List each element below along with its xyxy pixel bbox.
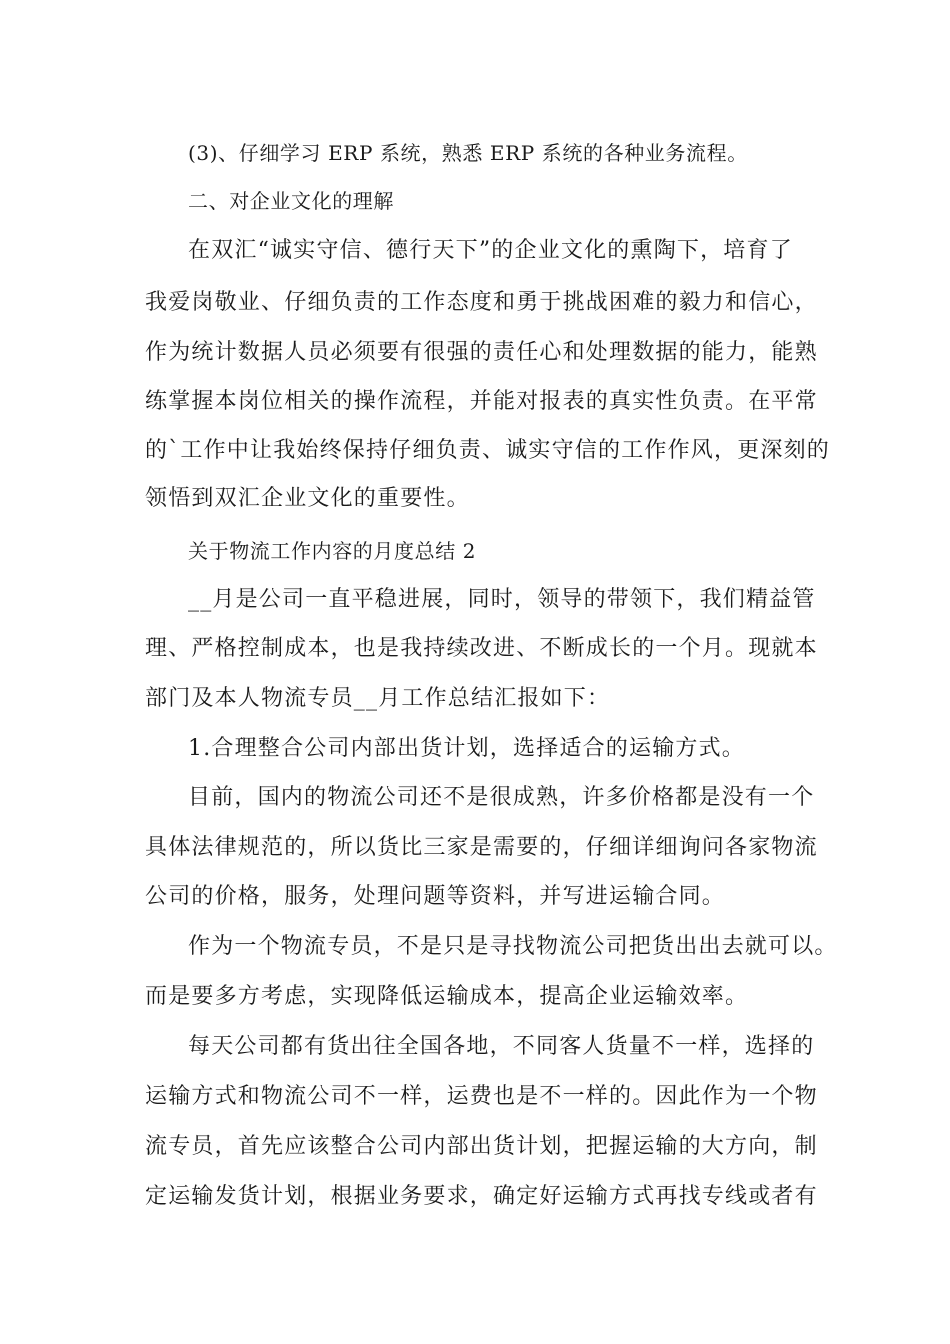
paragraph-line: 运输方式和物流公司不一样，运费也是不一样的。因此作为一个物 [145, 1084, 818, 1109]
paragraph-line: 定运输发货计划，根据业务要求，确定好运输方式再找专线或者有 [145, 1184, 818, 1209]
paragraph-line: 而是要多方考虑，实现降低运输成本，提高企业运输效率。 [145, 984, 749, 1009]
paragraph-line: 部门及本人物流专员__月工作总结汇报如下： [145, 686, 611, 711]
paragraph-line: 我爱岗敬业、仔细负责的工作态度和勇于挑战困难的毅力和信心， [145, 290, 818, 315]
paragraph-line: 作为统计数据人员必须要有很强的责任心和处理数据的能力，能熟 [145, 340, 818, 365]
paragraph-line: __月是公司一直平稳进展，同时，领导的带领下，我们精益管 [188, 587, 816, 612]
paragraph-line: 公司的价格，服务，处理问题等资料，并写进运输合同。 [145, 884, 726, 909]
paragraph-line: 具体法律规范的，所以货比三家是需要的，仔细详细询问各家物流 [145, 835, 818, 860]
paragraph-line: 每天公司都有货出往全国各地，不同客人货量不一样，选择的 [188, 1034, 815, 1059]
paragraph-line: 流专员，首先应该整合公司内部出货计划，把握运输的大方向，制 [145, 1134, 818, 1159]
paragraph-line: 理、严格控制成本，也是我持续改进、不断成长的一个月。现就本 [145, 636, 818, 661]
paragraph-line: 练掌握本岗位相关的操作流程，并能对报表的真实性负责。在平常 [145, 389, 818, 414]
paragraph-line: 领悟到双汇企业文化的重要性。 [145, 486, 470, 511]
paragraph-line: 在双汇“诚实守信、德行天下”的企业文化的熏陶下，培育了 [188, 238, 793, 263]
section-heading-summary: 关于物流工作内容的月度总结 2 [188, 539, 477, 563]
list-item-erp: (3)、仔细学习 ERP 系统，熟悉 ERP 系统的各种业务流程。 [188, 141, 748, 165]
paragraph-line: 作为一个物流专员，不是只是寻找物流公司把货出出去就可以。 [188, 934, 838, 959]
section-heading-culture: 二、对企业文化的理解 [188, 189, 394, 213]
paragraph-line: 的`工作中让我始终保持仔细负责、诚实守信的工作作风，更深刻的 [145, 438, 831, 463]
paragraph-line: 目前，国内的物流公司还不是很成熟，许多价格都是没有一个 [188, 785, 815, 810]
list-item-heading: 1.合理整合公司内部出货计划，选择适合的运输方式。 [188, 736, 745, 761]
